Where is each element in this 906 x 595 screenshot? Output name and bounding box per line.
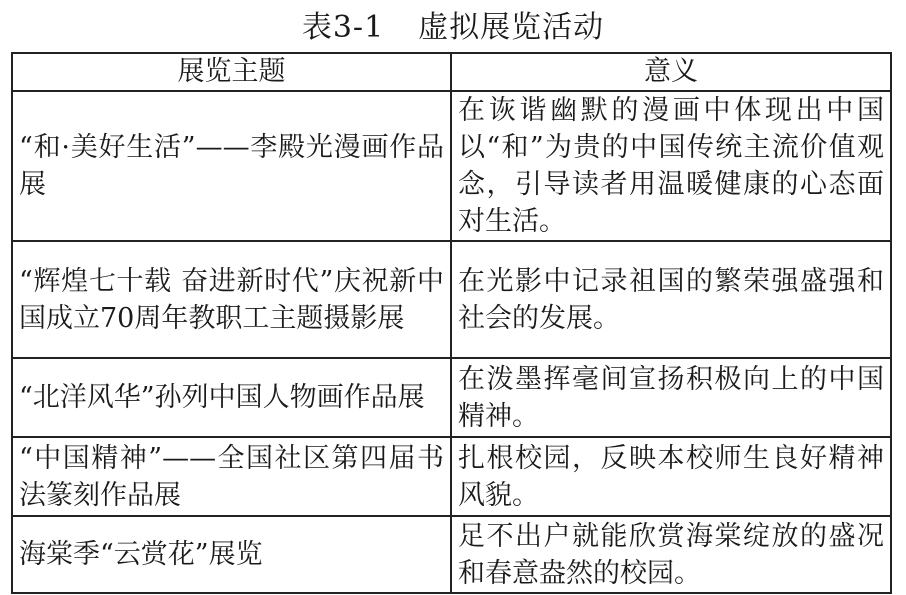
table-caption [0,0,906,48]
row-theme: “中国精神”——全国社区第四届书法篆刻作品展 [12,437,451,516]
row-meaning: 在诙谐幽默的漫画中体现出中国以“和”为贵的中国传统主流价值观念，引导读者用温暖健康的心态面对生活。 [451,91,891,241]
row-meaning: 足不出户就能欣赏海棠绽放的盛况和春意盎然的校园。 [451,516,891,593]
row-theme: “辉煌七十载 奋进新时代”庆祝新中国成立70周年教职工主题摄影展 [12,241,451,358]
row-meaning: 在泼墨挥毫间宣扬积极向上的中国精神。 [451,358,891,437]
header-meaning: 意义 [451,53,891,91]
table-number: 表3-1 [301,10,385,45]
table-row [12,516,891,593]
row-theme: “北洋风华”孙列中国人物画作品展 [12,358,451,437]
table-row [12,358,891,437]
table-row [12,91,891,241]
header-theme: 展览主题 [12,53,451,91]
row-meaning: 在光影中记录祖国的繁荣强盛强和社会的发展。 [451,241,891,358]
table-header-row [12,53,891,91]
exhibition-table [11,52,892,594]
row-meaning: 扎根校园，反映本校师生良好精神风貌。 [451,437,891,516]
row-theme: “和·美好生活”——李殿光漫画作品展 [12,91,451,241]
table-row [12,437,891,516]
row-theme: 海棠季“云赏花”展览 [12,516,451,593]
table-row [12,241,891,358]
table-title: 虚拟展览活动 [418,10,605,45]
